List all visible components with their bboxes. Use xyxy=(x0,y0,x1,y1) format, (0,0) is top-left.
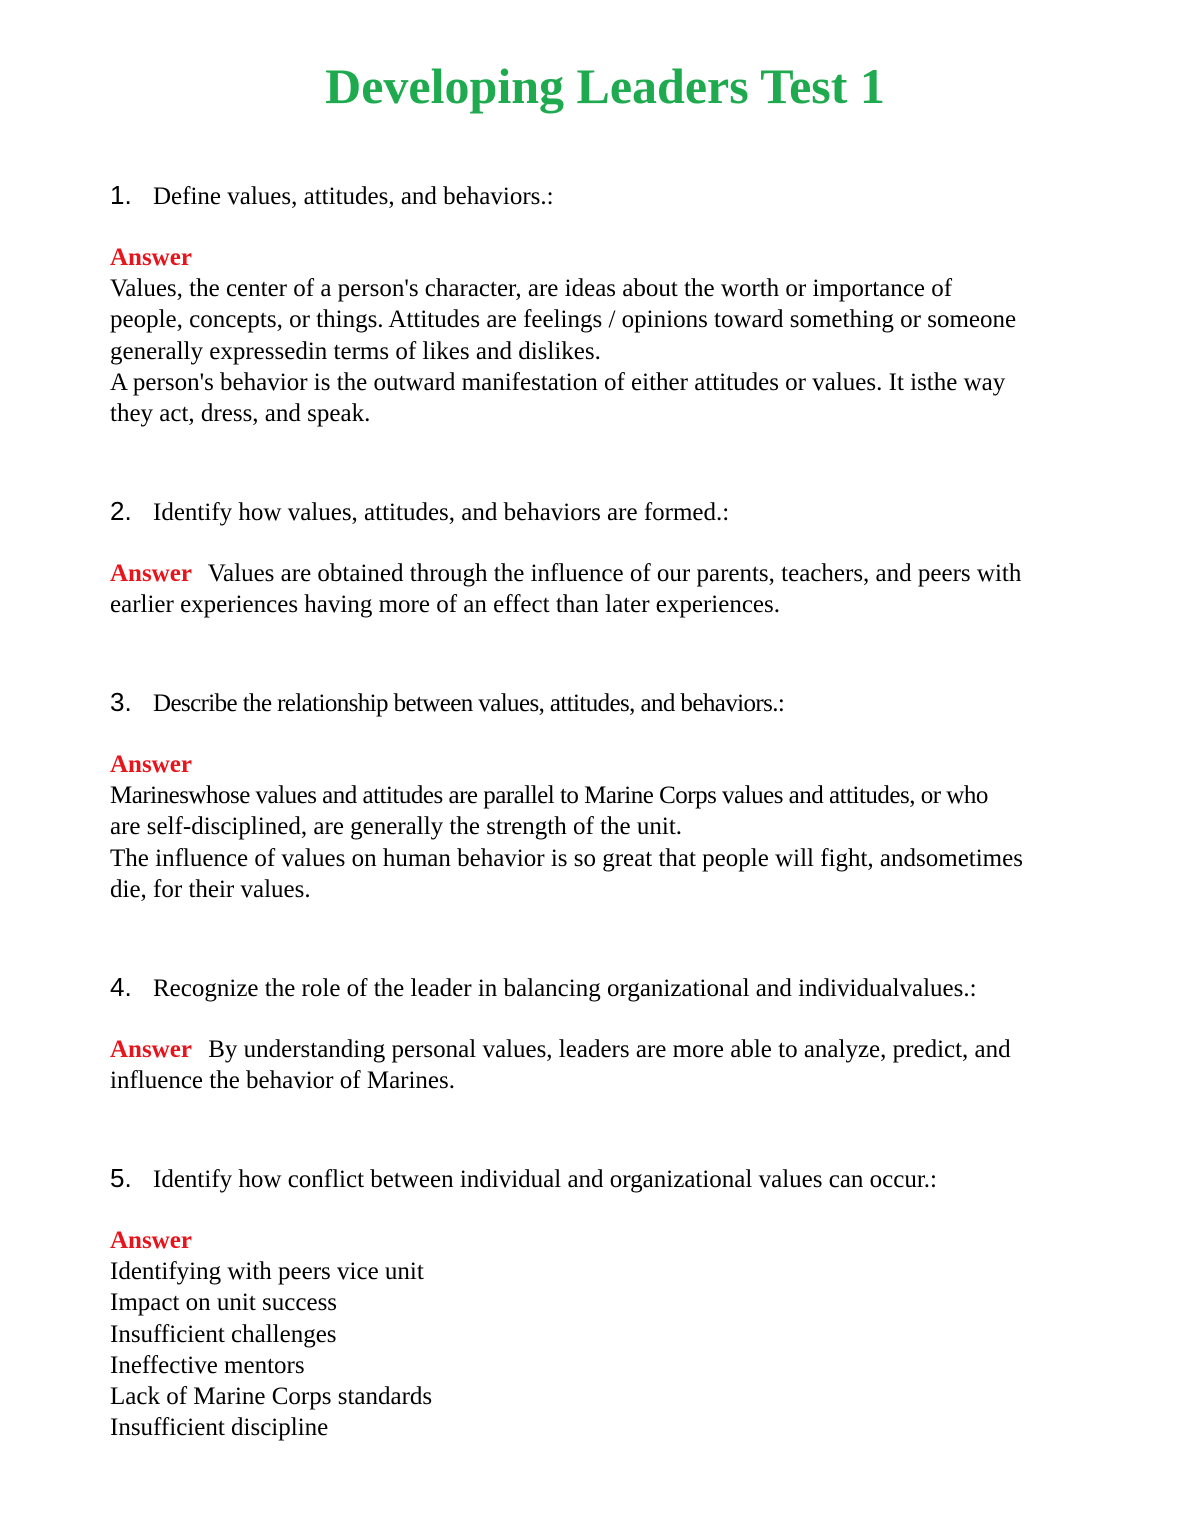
list-item: Insufficient discipline xyxy=(110,1414,329,1442)
list-item: Impact on unit success xyxy=(110,1289,338,1317)
question-text: Describe the relationship between values, attitudes, and behaviors.: xyxy=(153,690,785,717)
answer-line: influence the behavior of Marines. xyxy=(110,1067,456,1095)
question-5 xyxy=(110,1163,1110,1195)
question-number: 3. xyxy=(110,687,132,717)
answer-label: Answer xyxy=(110,560,192,587)
question-text: Define values, attitudes, and behaviors.: xyxy=(153,183,554,210)
answer-line: people, concepts, or things. Attitudes are feelings / opinions toward something or someone xyxy=(110,306,1017,334)
question-text: Identify how conflict between individual and organizational values can occur.: xyxy=(153,1166,937,1193)
answer-1 xyxy=(110,242,1110,429)
answer-3 xyxy=(110,749,1110,905)
question-2 xyxy=(110,496,1110,528)
question-text: Identify how values, attitudes, and behaviors are formed.: xyxy=(153,499,730,526)
answer-label: Answer xyxy=(110,1227,192,1254)
answer-line: Values are obtained through the influence of our parents, teachers, and peers with xyxy=(207,560,1022,587)
answer-2 xyxy=(110,558,1110,620)
answer-line: die, for their values. xyxy=(110,875,311,903)
answer-4 xyxy=(110,1034,1110,1096)
answer-line: generally expressedin terms of likes and dislikes. xyxy=(110,337,601,365)
answer-5 xyxy=(110,1225,1110,1443)
answer-label: Answer xyxy=(110,751,192,778)
question-1 xyxy=(110,180,1110,212)
question-text: Recognize the role of the leader in balancing organizational and individualvalues.: xyxy=(153,975,977,1002)
answer-line: are self-disciplined, are generally the strength of the unit. xyxy=(110,813,683,841)
question-4 xyxy=(110,972,1110,1004)
list-item: Ineffective mentors xyxy=(110,1351,305,1379)
answer-line: they act, dress, and speak. xyxy=(110,400,371,428)
answer-label: Answer xyxy=(110,1036,192,1063)
answer-line: By understanding personal values, leaders are more able to analyze, predict, and xyxy=(208,1036,1011,1063)
answer-label: Answer xyxy=(110,244,192,271)
question-number: 4. xyxy=(110,972,132,1002)
answer-line: A person's behavior is the outward manifestation of either attitudes or values. It isthe way xyxy=(110,368,1006,396)
list-item: Lack of Marine Corps standards xyxy=(110,1383,433,1411)
question-number: 5. xyxy=(110,1163,132,1193)
answer-line: Values, the center of a person's character, are ideas about the worth or importance of xyxy=(110,275,953,303)
answer-line: earlier experiences having more of an effect than later experiences. xyxy=(110,591,781,619)
page-title: Developing Leaders Test 1 xyxy=(325,58,885,114)
list-item: Identifying with peers vice unit xyxy=(110,1258,424,1286)
answer-line: Marineswhose values and attitudes are parallel to Marine Corps values and attitudes, or who xyxy=(110,782,988,810)
question-3 xyxy=(110,687,1110,719)
question-number: 2. xyxy=(110,496,132,526)
question-number: 1. xyxy=(110,180,132,210)
list-item: Insufficient challenges xyxy=(110,1320,337,1348)
answer-line: The influence of values on human behavior is so great that people will fight, andsometimes xyxy=(110,844,1023,872)
